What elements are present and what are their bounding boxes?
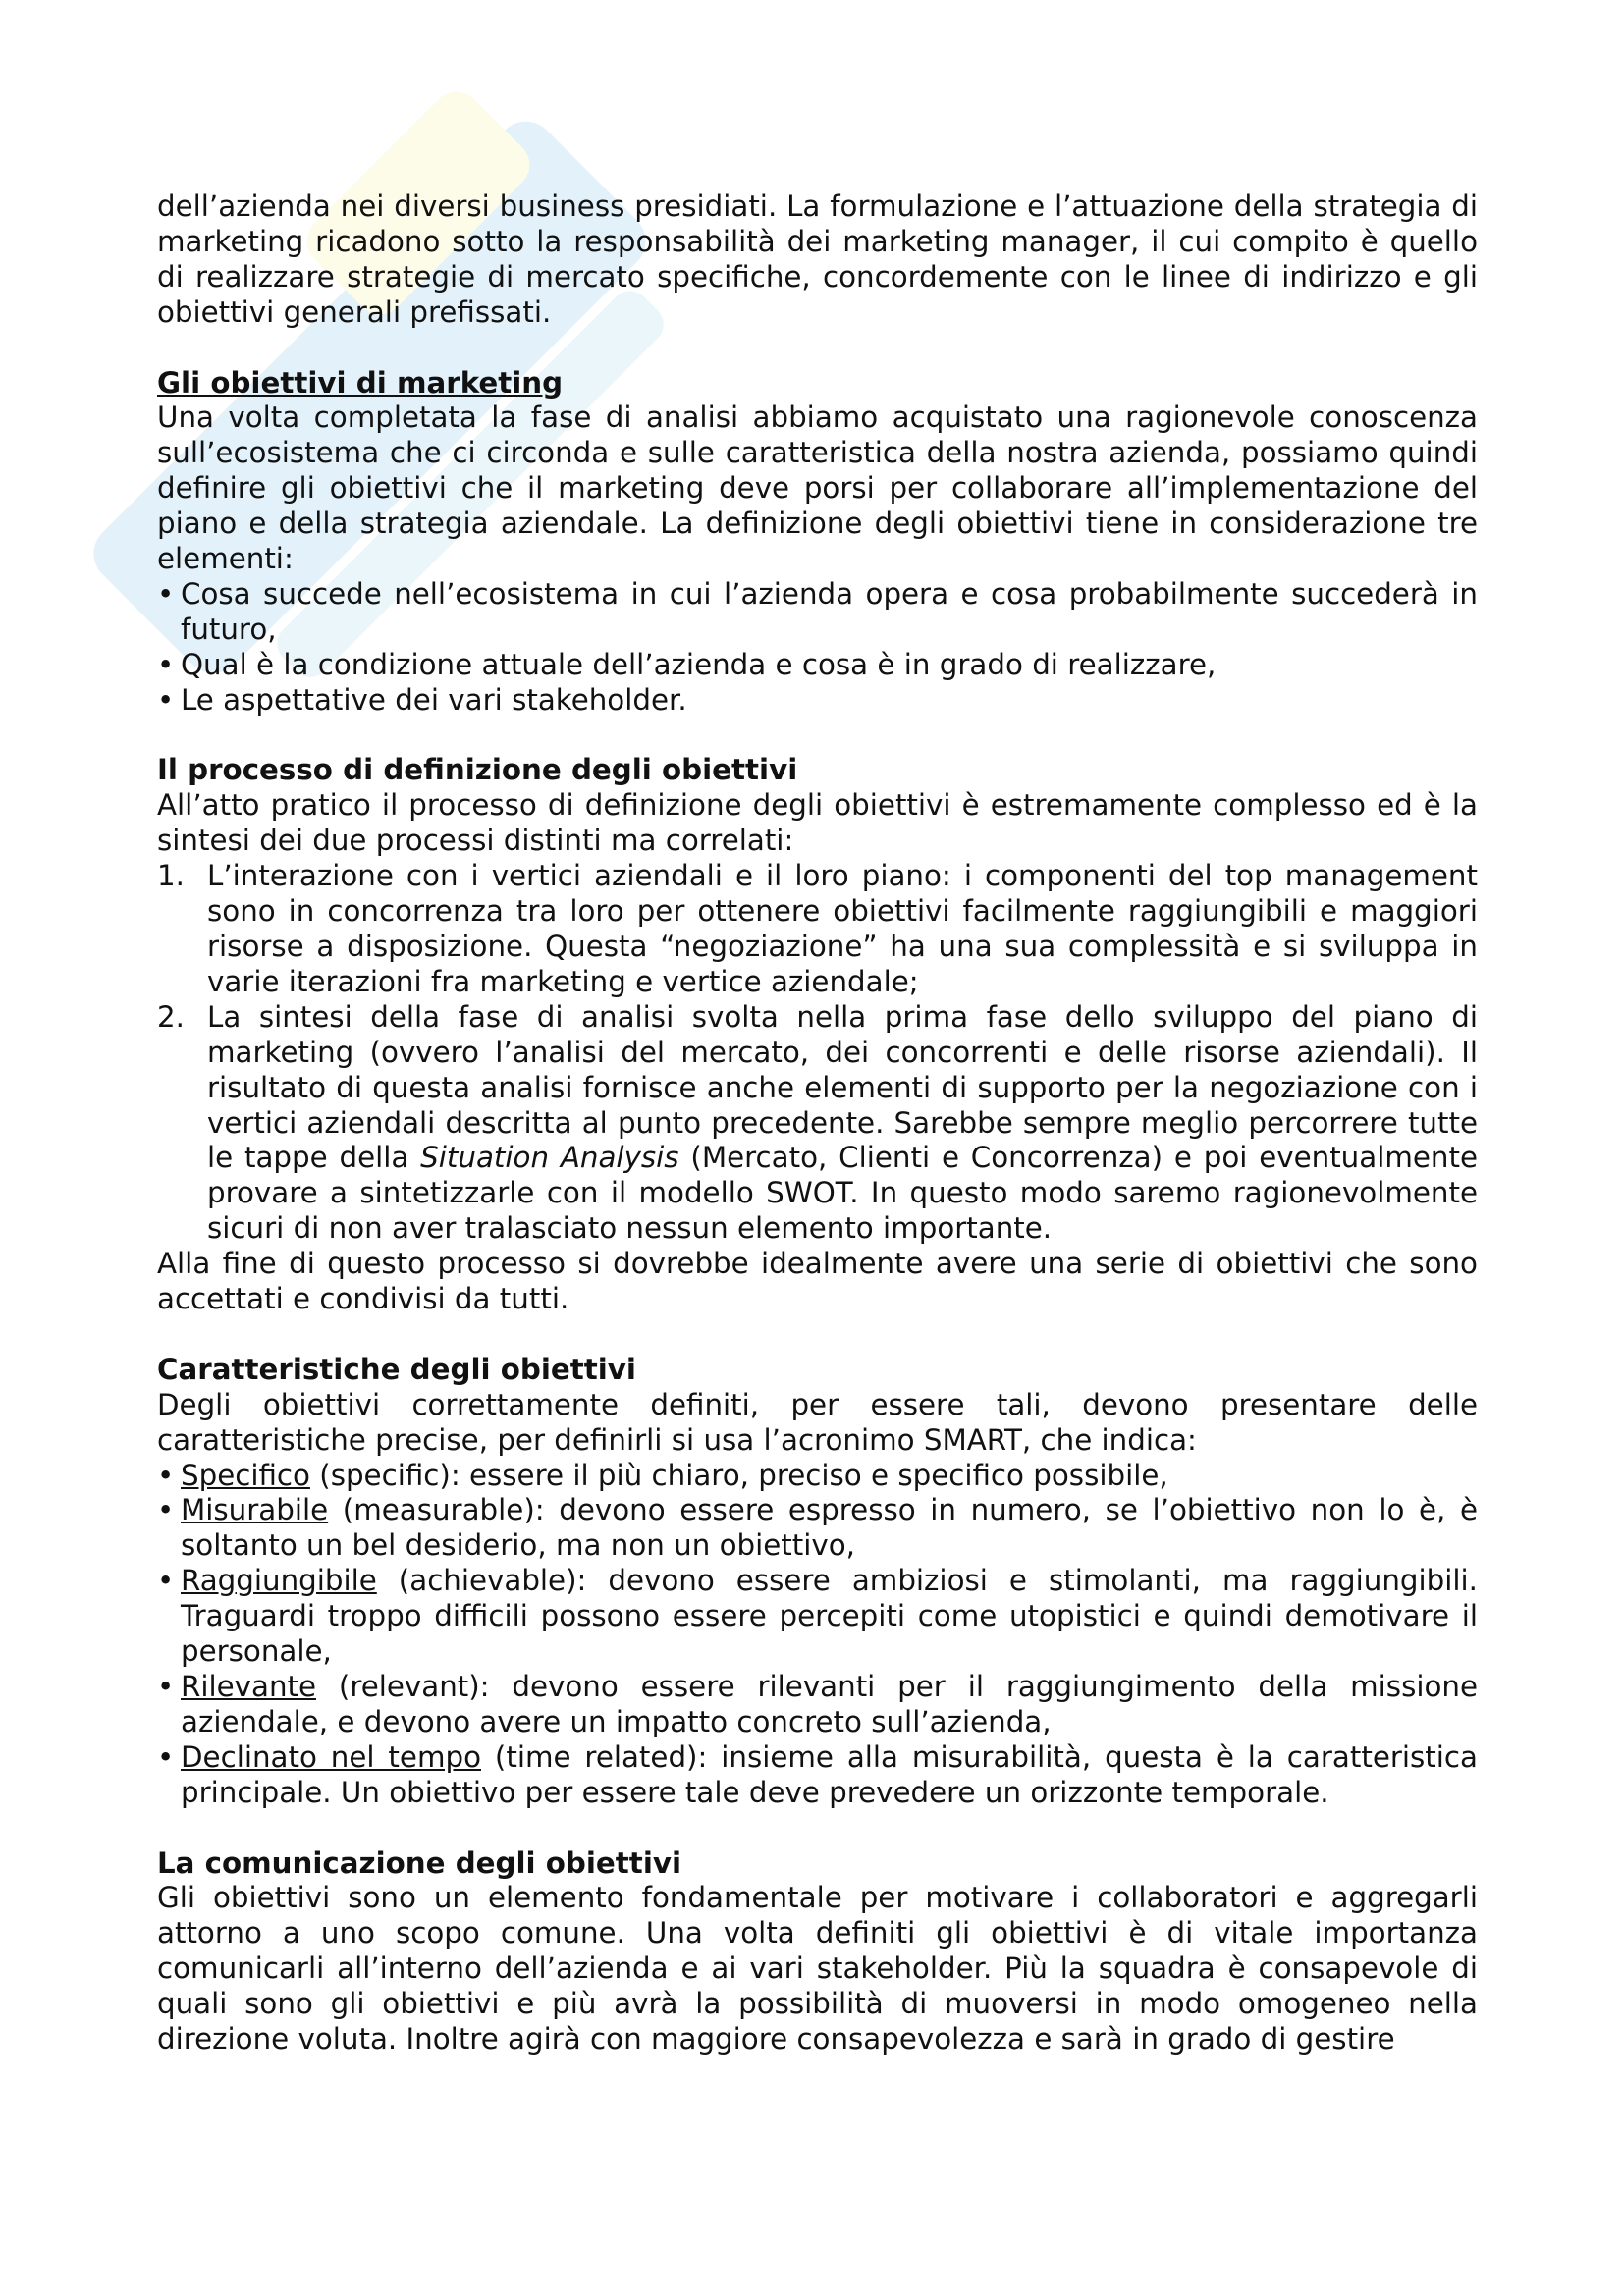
smart-term: Misurabile xyxy=(181,1493,329,1527)
bullet-list xyxy=(157,577,1478,719)
list-number: 1. xyxy=(157,859,185,893)
section-closing: Alla fine di questo processo si dovrebbe idealmente avere una serie di obiettivi che sono accettati e condivisi da tutti. xyxy=(157,1247,1478,1316)
italic-term: Situation Analysis xyxy=(420,1141,679,1175)
smart-list xyxy=(157,1459,1478,1811)
smart-term: Raggiungibile xyxy=(181,1564,377,1598)
section-body: All’atto pratico il processo di definizione degli obiettivi è estremamente complesso ed è la sintesi dei due processi distinti ma correlati: xyxy=(157,788,1478,858)
list-item: • Rilevante (relevant): devono essere rilevanti per il raggiungimento della missione aziendale, e devono avere un impatto concreto sull’azienda, xyxy=(157,1670,1478,1738)
smart-term: Rilevante xyxy=(181,1670,317,1704)
section-title-comunicazione: La comunicazione degli obiettivi xyxy=(157,1845,681,1880)
list-item: • Declinato nel tempo (time related): insieme alla misurabilità, questa è la caratteristica principale. Un obiettivo per essere tale deve prevedere un orizzonte temporale. xyxy=(157,1739,1478,1809)
numbered-list xyxy=(157,859,1478,1247)
section-title-caratteristiche: Caratteristiche degli obiettivi xyxy=(157,1352,636,1386)
list-item: • Qual è la condizione attuale dell’azienda e cosa è in grado di realizzare, xyxy=(157,647,1217,681)
smart-term: Specifico xyxy=(181,1458,310,1492)
section-body: Gli obiettivi sono un elemento fondamentale per motivare i collaboratori e aggregarli attorno a uno scopo comune. Una volta definiti gli obiettivi è di vitale importanza comunicarli all’interno dell’azienda e ai vari stakeholder. Più la squadra è consapevole di quali sono gli obiettivi e più avrà la possibilità di muoversi in modo omogeneo nella direzione voluta. Inoltre agirà con maggiore consapevolezza e sarà in grado di gestire xyxy=(157,1881,1478,2056)
intro-paragraph: dell’azienda nei diversi business presidiati. La formulazione e l’attuazione della strategia di marketing ricadono sotto la responsabilità dei marketing manager, il cui compito è quello di realizzare strategie di mercato specifiche, concordemente con le linee di indirizzo e gli obiettivi generali prefissati. xyxy=(157,189,1478,329)
bullet-icon: • xyxy=(157,1564,175,1598)
list-item: • Misurabile (measurable): devono essere espresso in numero, se l’obiettivo non lo è, è soltanto un bel desiderio, ma non un obiettivo, xyxy=(157,1493,1478,1563)
list-item: • Raggiungibile (achievable): devono essere ambiziosi e stimolanti, ma raggiungibili. Traguardi troppo difficili possono essere percepiti come utopistici e quindi demotivare il personale, xyxy=(157,1564,1478,1669)
list-item: 1. L’interazione con i vertici aziendali e il loro piano: i componenti del top management sono in concorrenza tra loro per ottenere obiettivi facilmente raggiungibili e maggiori risorse a disposizione. Questa “negoziazione” ha una sua complessità e si sviluppa in varie iterazioni fra marketing e vertice aziendale; xyxy=(157,859,1478,998)
bullet-icon: • xyxy=(157,1493,175,1527)
section-title-obiettivi-marketing: Gli obiettivi di marketing xyxy=(157,365,564,400)
list-item: 2. La sintesi della fase di analisi svolta nella prima fase dello sviluppo del piano di marketing (ovvero l’analisi del mercato, dei concorrenti e delle risorse aziendali). Il risultato di questa analisi fornisce anche elementi di supporto per la negoziazione con i vertici aziendali descritta al punto precedente. Sarebbe sempre meglio percorrere tutte le tappe della Situation Analysis (Mercato, Clienti e Concorrenza) e poi eventualmente provare a sintetizzarle con il modello SWOT. In questo modo saremo ragionevolmente sicuri di non aver tralasciato nessun elemento importante. xyxy=(157,999,1478,1246)
list-item: • Cosa succede nell’ecosistema in cui l’azienda opera e cosa probabilmente succederà in futuro, xyxy=(157,576,1478,646)
bullet-icon: • xyxy=(157,576,175,611)
bullet-icon: • xyxy=(157,1670,175,1704)
bullet-icon: • xyxy=(157,647,175,681)
section-body: Degli obiettivi correttamente definiti, per essere tali, devono presentare delle caratteristiche precise, per definirli si usa l’acronimo SMART, che indica: xyxy=(157,1387,1478,1457)
list-number: 2. xyxy=(157,999,185,1034)
document-page xyxy=(157,189,1478,2057)
section-title-processo: Il processo di definizione degli obiettivi xyxy=(157,753,798,787)
bullet-icon: • xyxy=(157,682,175,717)
list-item: • Le aspettative dei vari stakeholder. xyxy=(157,682,687,717)
smart-term: Declinato nel tempo xyxy=(181,1739,481,1774)
list-item: • Specifico (specific): essere il più chiaro, preciso e specifico possibile, xyxy=(157,1458,1168,1492)
bullet-icon: • xyxy=(157,1458,175,1492)
bullet-icon: • xyxy=(157,1739,175,1774)
section-body: Una volta completata la fase di analisi abbiamo acquistato una ragionevole conoscenza sull’ecosistema che ci circonda e sulle caratteristica della nostra azienda, possiamo quindi definire gli obiettivi che il marketing deve porsi per collaborare all’implementazione del piano e della strategia aziendale. La definizione degli obiettivi tiene in considerazione tre elementi: xyxy=(157,400,1478,576)
